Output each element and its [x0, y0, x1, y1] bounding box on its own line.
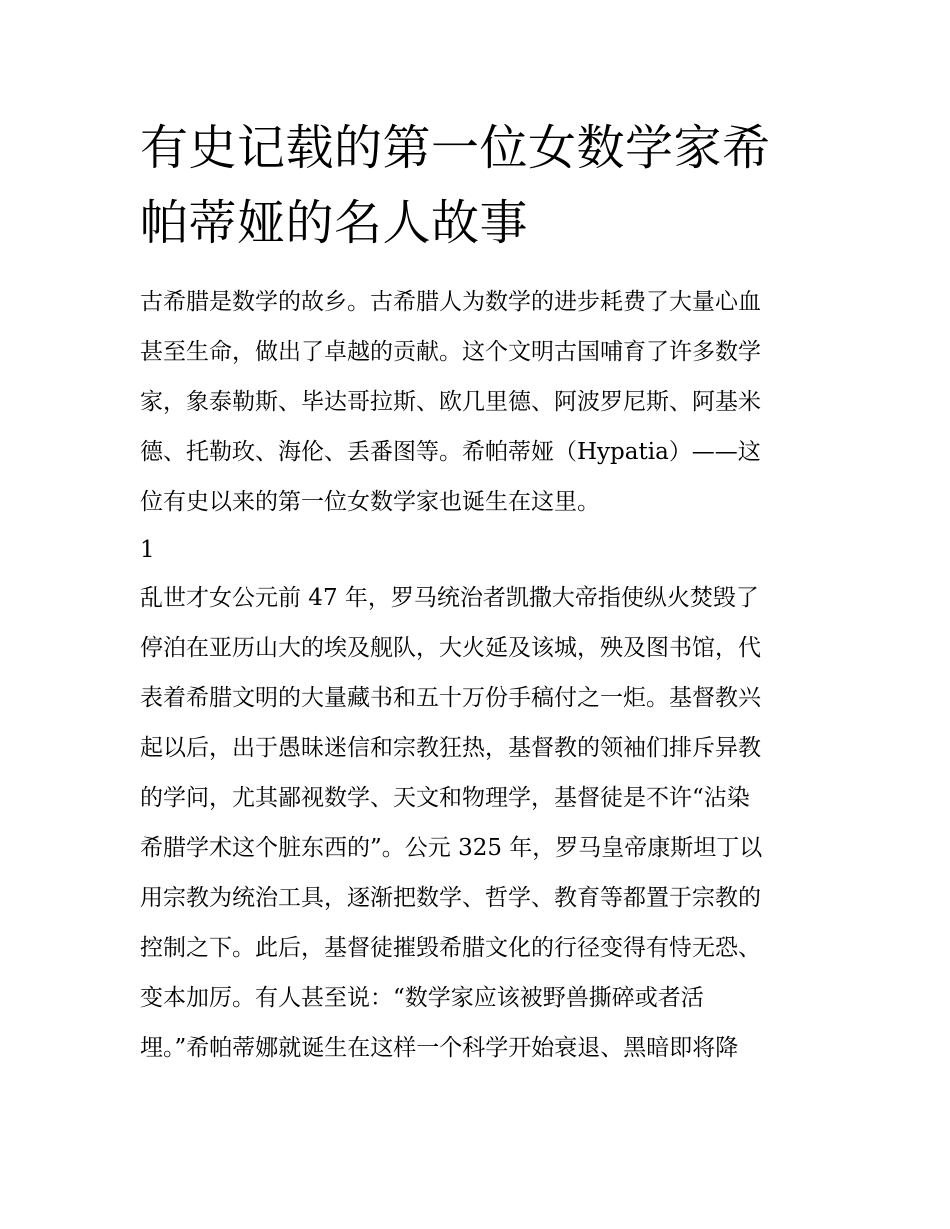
paragraph-line: 希腊学术这个脏东西的”。公元 325 年，罗马皇帝康斯坦丁以: [140, 835, 763, 861]
paragraph-line: 乱世才女公元前 47 年，罗马统治者凯撒大帝指使纵火焚毁了: [140, 585, 759, 611]
paragraph-line: 变本加厉。有人甚至说：“数学家应该被野兽撕碎或者活: [140, 985, 704, 1011]
paragraph-line: 家，象泰勒斯、毕达哥拉斯、欧几里德、阿波罗尼斯、阿基米: [140, 389, 761, 415]
section-number: [140, 525, 820, 575]
paragraph-line: 德、托勒玫、海伦、丢番图等。希帕蒂娅（Hypatia）——这: [140, 439, 761, 465]
paragraph-line: 停泊在亚历山大的埃及舰队，大火延及该城，殃及图书馆，代: [140, 635, 761, 661]
paragraph-line: 位有史以来的第一位女数学家也诞生在这里。: [140, 489, 600, 515]
section-number-text: 1: [140, 537, 155, 563]
paragraph-line: 控制之下。此后，基督徒摧毁希腊文化的行径变得有恃无恐、: [140, 935, 761, 961]
paragraph-line: 表着希腊文明的大量藏书和五十万份手稿付之一炬。基督教兴: [140, 685, 761, 711]
paragraph-intro: [140, 277, 820, 527]
title-line-2: 帕蒂娅的名人故事: [140, 195, 529, 251]
paragraph-line: 甚至生命，做出了卓越的贡献。这个文明古国哺育了许多数学: [140, 339, 761, 365]
paragraph-line: 埋。”希帕蒂娜就诞生在这样一个科学开始衰退、黑暗即将降: [140, 1035, 739, 1061]
paragraph-section-1: [140, 573, 820, 1073]
paragraph-line: 的学问，尤其鄙视数学、天文和物理学，基督徒是不许“沾染: [140, 785, 750, 811]
paragraph-line: 用宗教为统治工具，逐渐把数学、哲学、教育等都置于宗教的: [140, 885, 761, 911]
title-line-1: 有史记载的第一位女数学家希: [140, 120, 771, 176]
paragraph-line: 起以后，出于愚昧迷信和宗教狂热，基督教的领袖们排斥异教: [140, 735, 761, 761]
document-title: [140, 111, 820, 261]
paragraph-line: 古希腊是数学的故乡。古希腊人为数学的进步耗费了大量心血: [140, 289, 761, 315]
